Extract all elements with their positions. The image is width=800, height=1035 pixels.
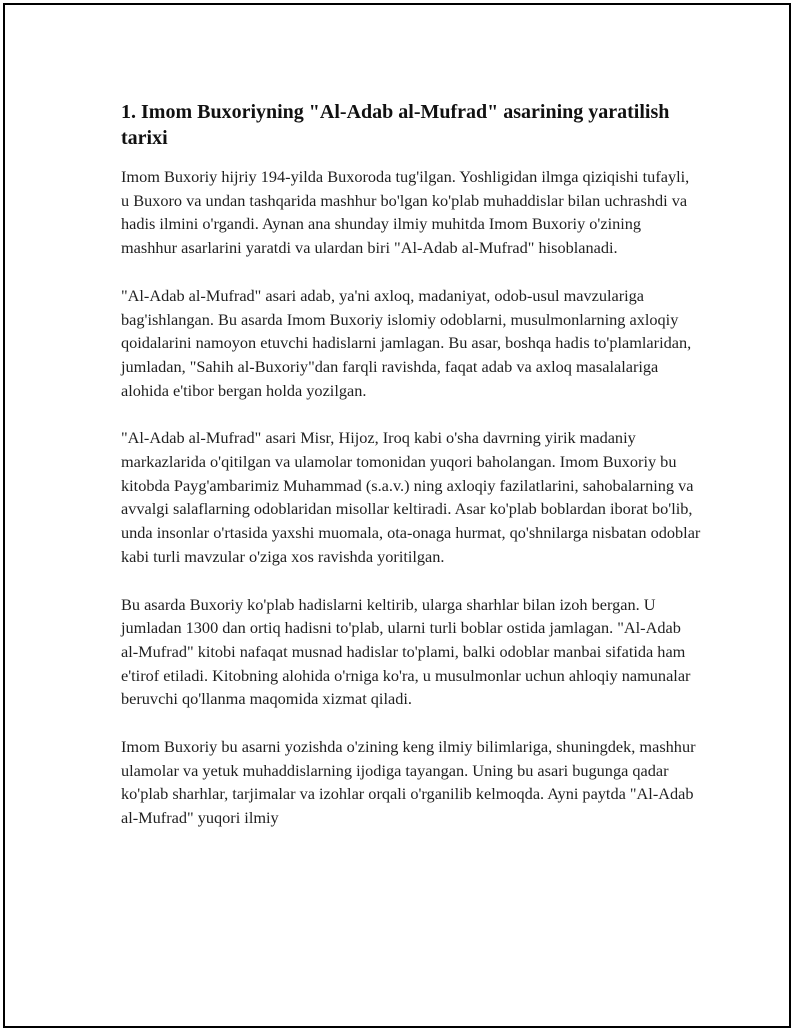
paragraph-5: Imom Buxoriy bu asarni yozishda o'zining keng ilmiy bilimlariga, shuningdek, mashhur ulamolar va yetuk muhaddislarning ijodiga tayangan. Uning bu asari bugunga qadar ko'plab sharhlar, tarjimalar va izohlar orqali o'rganilib kelmoqda. Ayni paytda "Al-Adab al-Mufrad" yuqori ilmiy bbox=[121, 737, 696, 828]
paragraph-2: "Al-Adab al-Mufrad" asari adab, ya'ni axloq, madaniyat, odob-usul mavzulariga bag'ishlangan. Bu asarda Imom Buxoriy islomiy odoblarni, musulmonlarning axloqiy qoidalarini namoyon etuvchi hadislarni jamlagan. Bu asar, boshqa hadis to'plamlaridan, jumladan, "Sahih al-Buxoriy"dan farqli ravishda, faqat adab va axloq masalalariga alohida e'tibor bergan holda yozilgan. bbox=[121, 285, 692, 400]
paragraph-4: Bu asarda Buxoriy ko'plab hadislarni keltirib, ularga sharhlar bilan izoh bergan. U jumladan 1300 dan ortiq hadisni to'plab, ularni turli boblar ostida jamlagan. "Al-Adab al-Mufrad" kitobi nafaqat musnad hadislar to'plami, balki odoblar manbai sifatida ham e'tirof etiladi. Kitobning alohida o'rniga ko'ra, u musulmonlar uchun ahloqiy namunalar beruvchi qo'llanma maqomida xizmat qiladi. bbox=[121, 594, 691, 709]
section-heading: 1. Imom Buxoriyning "Al-Adab al-Mufrad" asarining yaratilish tarixi bbox=[121, 101, 670, 149]
paragraph-3: "Al-Adab al-Mufrad" asari Misr, Hijoz, Iroq kabi o'sha davrning yirik madaniy markazlarida o'qitilgan va ulamolar tomonidan yuqori baholangan. Imom Buxoriy bu kitobda Payg'ambarimiz Muhammad (s.a.v.) ning axloqiy fazilatlarini, sahobalarning va avvalgi salaflarning odoblaridan misollar keltiradi. Asar ko'plab boblardan iborat bo'lib, unda insonlar o'rtasida yaxshi muomala, ota-onaga hurmat, qo'shnilarga nisbatan odoblar kabi turli mavzular o'ziga xos ravishda yoritilgan. bbox=[121, 428, 701, 566]
document-body bbox=[121, 99, 701, 854]
paragraph-1: Imom Buxoriy hijriy 194-yilda Buxoroda tug'ilgan. Yoshligidan ilmga qiziqishi tufayli, u Buxoro va undan tashqarida mashhur bo'lgan ko'plab muhaddislar bilan uchrashdi va hadis ilmini o'rgandi. Aynan ana shunday ilmiy muhitda Imom Buxoriy o'zining mashhur asarlarini yaratdi va ulardan biri "Al-Adab al-Mufrad" hisoblanadi. bbox=[121, 167, 690, 258]
page-frame bbox=[3, 3, 791, 1028]
